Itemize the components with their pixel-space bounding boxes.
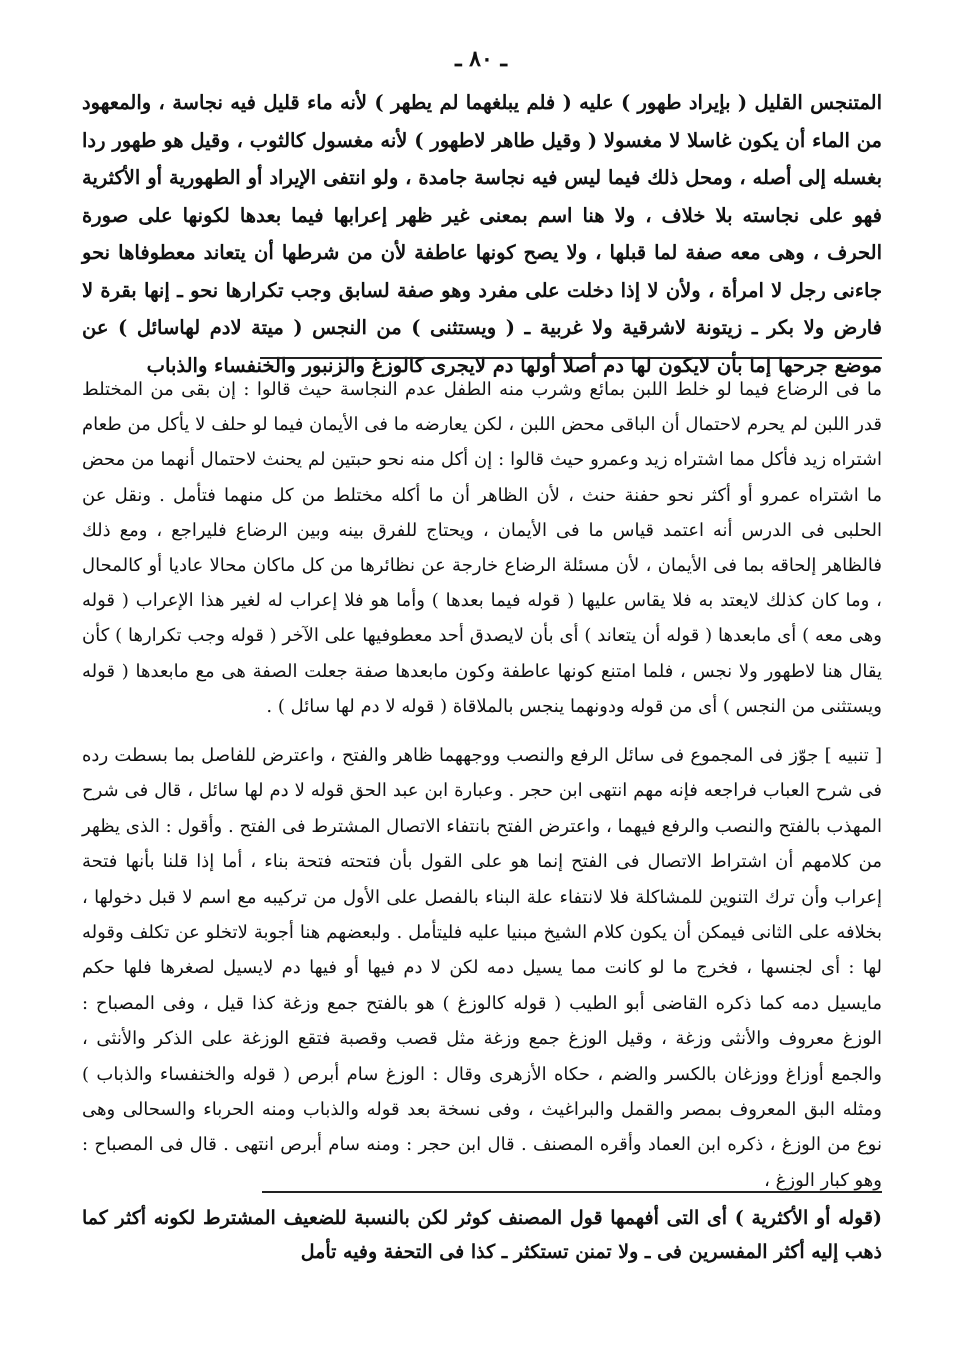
separator-rule	[260, 357, 882, 359]
notice-paragraph: [ تنبيه ] جوّز فى المجموع فى سائل الرفع والنصب ووجههما ظاهر والفتح ، واعترض للفاصل بما بسطت رده فى شرح العباب فراجعه فإنه مهم انتهى ابن حجر . وعبارة ابن عبد الحق قوله لا دم لها سائل ، قال فى شرح المهذب بالفتح والنصب والرفع فيهما ، واعترض الفتح بانتفاء الاتصال المشترط فى الفتح . وأقول : الذى يظهر من كلامهم أن اشتراط الاتصال فى الفتح إنما هو على القول بأن فتحته فتحة بناء ، أما إذا قلنا بأنها فتحة إعراب وأن ترك التنوين للمشاكلة فلا لانتفاء علة البناء بالفصل على الأول من تركيبه مع اسم لا قبل دخولها ، بخلافه على الثانى فيمكن أن يكون كلام الشيخ مبنيا عليه فليتأمل . ولبعضهم هنا أجوبة لاتخلو عن تكلف وقوله لها : أى لجنسها ، فخرج ما لو كانت مما يسيل دمه لكن لا دم فيها أو فيها دم لايسيل لصغرها فلها حكم مايسيل دمه كما ذكره القاضى أبو الطيب ( قوله كالوزغ ) هو بالفتح جمع وزغة كذا قيل ، وفى المصباح : الوزغ معروف والأنثى وزغة ، وقيل الوزغ جمع وزغة مثل قصب وقصبة فتقع الوزغة على الذكر والأنثى ، والجمع أوزاغ ووزغان بالكسر والضم ، حكاه الأزهرى وقال : الوزغ سام أبرص ( قوله والخنفساء والذباب ) ومثله البق المعروف بمصر والقمل والبراغيث ، وفى نسخة بعد قوله والذباب ومنه الحرباء والسحالى وهى نوع من الوزغ ، ذكره ابن العماد وأقره المصنف . قال ابن حجر : ومنه سام أبرص انتهى . قال فى المصباح : وهو كبار الوزغ ،	[82, 745, 882, 1191]
page-number: ـ ٨٠ ـ	[455, 46, 507, 72]
main-text-paragraph: المتنجس القليل ( بإيراد طهور ) عليه ( فلم يبلغهما لم يطهر ) لأنه ماء قليل فيه نجاسة ، والمعهود من الماء أن يكون غاسلا لا مغسولا ( وقيل طاهر لاطهور ) لأنه مغسول كالثوب ، وقيل هو طهور ردا بغسله إلى أصله ، ومحل ذلك فيما ليس فيه نجاسة جامدة ، ولو انتفى الإيراد أو الطهورية أو الأكثرية فهو على نجاسته بلا خلاف ، ولا هنا اسم بمعنى غير ظهر إعرابها فيما بعدها لكونها على صورة الحرف ، وهى معه صفة لما قبلها ، ولا يصح كونها عاطفة لأن من شرطها أن يتعاند معطوفاها نحو جاءنى رجل لا امرأة ، ولأن لا إذا دخلت على مفرد وهو صفة لسابق وجب تكرارها نحو ـ إنها بقرة لا فارض ولا بكر ـ زيتونة لاشرقية ولا غربية ـ ( ويستثنى ) من النجس ( ميتة لادم لهاسائل ) عن موضع جرحها إما بأن لايكون لها دم أصلا أولها دم لايجرى كالوزغ والزنبور والخنفساء والذباب	[82, 91, 882, 377]
footnote-paragraph: (قوله أو الأكثرية ) أى التى أفهمها قول المصنف كوثر لكن بالنسبة للضعيف المشترط لكونه أكثر كما ذهب إليه أكثر المفسرين فى ـ ولا تمنن تستكثر ـ كذا فى التحفة وفيه تأمل	[82, 1207, 882, 1263]
footnote-separator-rule	[262, 1191, 882, 1193]
commentary-paragraph: ما فى الرضاع فيما لو خلط اللبن بمائع وشرب منه الطفل عدم النجاسة حيث قالوا : إن بقى من المختلط قدر اللبن لم يحرم لاحتمال أن الباقى محض اللبن ، لكن يعارضه ما فى الأيمان فيما لو حلف لا يأكل من طعام اشتراه زيد فأكل مما اشتراه زيد وعمرو حيث قالوا : إن أكل منه نحو حبتين لم يحنث لاحتمال أنهما من محض ما اشتراه عمرو أو أكثر نحو حفنة حنث ، لأن الظاهر أن ما أكله مختلط من كل منهما فتأمل . ونقل عن الحلبى فى الدرس أنه اعتمد قياس ما فى الأيمان ، ويحتاج للفرق بينه وبين الرضاع فليراجع ، ومع ذلك فالظاهر إلحاقه بما فى الأيمان ، لأن مسئلة الرضاع خارجة عن نظائرها من كل ماكان محالا عاديا أو كالمحال ، وما كان كذلك لايعتد به فلا يقاس عليها ( قوله فيما بعدها ) وأما هو فلا إعراب له لغير هذا الإعراب ( قوله وهى معه ) أى مابعدها ( قوله أن يتعاند ) أى بأن لايصدق أحد معطوفيها على الآخر ( قوله وجب تكرارها ) كأن يقال هنا لاطهور ولا نجس ، فلما امتنع كونها عاطفة وكون مابعدها صفة جعلت الصفة هى مع مابعدها ( قوله ويستثنى من النجس ) أى من قوله ودونهما ينجس بالملاقاة ( قوله لا دم لها سائل ) .	[82, 379, 882, 717]
